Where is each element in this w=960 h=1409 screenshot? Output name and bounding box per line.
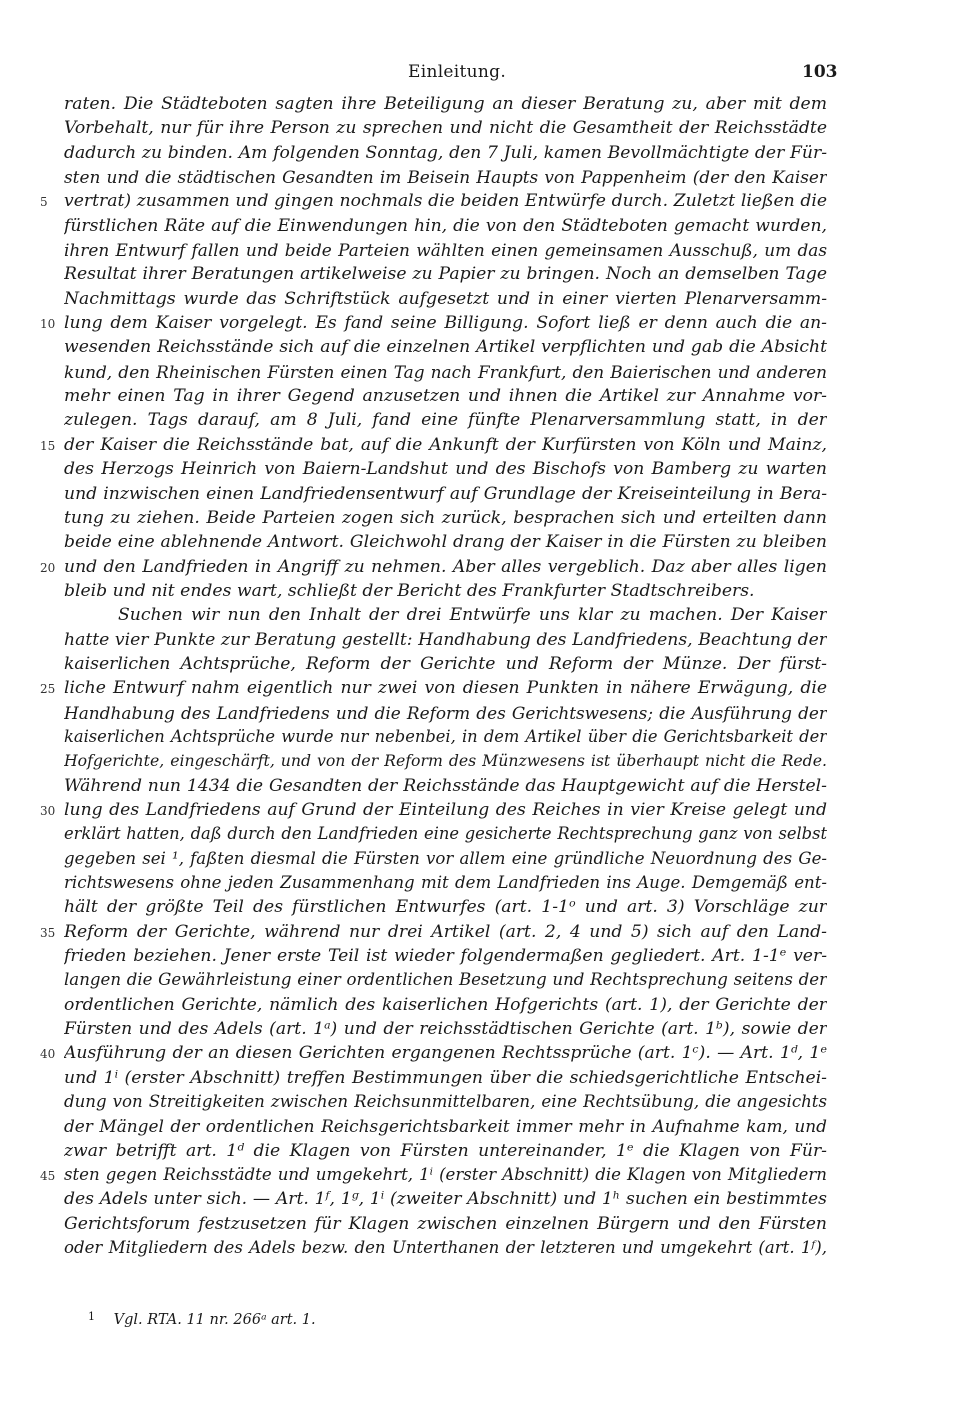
text-line [0,603,960,627]
text-line [0,1041,960,1065]
line-text: bleib und nit endes wart, schließt der Bericht des Frankfurter Stadtschreibers. [64,580,755,601]
line-text: kaiserlichen Achtsprüche, Reform der Gerichte und Reform der Münze. Der fürst- [64,653,827,674]
text-line [0,579,960,603]
line-text: zwar betrifft art. 1ᵈ die Klagen von Fürsten untereinander, 1ᵉ die Klagen von Für- [64,1140,827,1161]
text-line [0,1139,960,1163]
text-line [0,652,960,676]
line-text: sten gegen Reichsstädte und umgekehrt, 1ⁱ (erster Abschnitt) die Klagen von Mitgliedern [64,1165,827,1185]
line-text: langen die Gewährleistung einer ordentlichen Besetzung und Rechtsprechung seitens der [64,970,827,990]
text-line [0,1017,960,1041]
text-line [0,1236,960,1260]
line-text: des Herzogs Heinrich von Baiern-Landshut und des Bischofs von Bamberg zu warten [64,459,827,480]
line-text: gegeben sei ¹, faßten diesmal die Fürsten vor allem eine gründliche Neuordnung des Ge- [64,848,827,868]
text-line [0,774,960,798]
text-line [0,1090,960,1114]
line-text: wesenden Reichsstände sich auf die einzelnen Artikel verpflichten und gab die Absicht [64,337,827,358]
line-number: 40 [40,1047,56,1062]
page-header [0,62,960,88]
line-text: lung des Landfriedens auf Grund der Einteilung des Reiches in vier Kreise gelegt und [64,799,827,820]
text-line [0,1066,960,1090]
text-line [0,725,960,749]
text-line [0,360,960,384]
text-line [0,335,960,359]
text-line [0,262,960,286]
line-text: Vorbehalt, nur für ihre Person zu sprechen und nicht die Gesamtheit der Reichsstädte [64,118,827,139]
line-text: liche Entwurf nahm eigentlich nur zwei von diesen Punkten in nähere Erwägung, die [64,678,827,699]
text-line [0,895,960,919]
line-text: lung dem Kaiser vorgelegt. Es fand seine Billigung. Sofort ließ er denn auch die an- [64,313,827,334]
text-line [0,847,960,871]
line-text: Nachmittags wurde das Schriftstück aufgesetzt und in einer vierten Plenarversamm- [64,288,827,309]
line-text: oder Mitgliedern des Adels bezw. den Unterthanen der letzteren und umgekehrt (art. 1ᶠ), [64,1238,827,1258]
line-text: Reform der Gerichte, während nur drei Artikel (art. 2, 4 und 5) sich auf den Land- [64,921,827,942]
text-line [0,676,960,700]
line-text: erklärt hatten, daß durch den Landfrieden eine gesicherte Rechtsprechung ganz von selbst [64,824,827,844]
text-line [0,530,960,554]
line-text: mehr einen Tag in ihrer Gegend anzusetzen und ihnen die Artikel zur Annahme vor- [64,386,827,407]
text-line [0,433,960,457]
text-line [0,116,960,140]
line-text: der Kaiser die Reichsstände bat, auf die Ankunft der Kurfürsten von Köln und Mainz, [64,434,827,455]
line-text: kaiserlichen Achtsprüche wurde nur nebenbei, in dem Artikel über die Gerichtsbarkeit der [64,726,827,746]
line-text: des Adels unter sich. — Art. 1ᶠ, 1ᵍ, 1ⁱ (zweiter Abschnitt) und 1ʰ suchen ein bestimmtes [64,1189,827,1210]
line-text: Resultat ihrer Beratungen artikelweise zu Papier zu bringen. Noch an demselben Tage [64,264,827,285]
line-number: 10 [40,317,56,332]
line-text: Ausführung der an diesen Gerichten ergangenen Rechtssprüche (art. 1ᶜ). — Art. 1ᵈ, 1ᵉ [64,1043,827,1064]
line-number: 25 [40,682,56,697]
line-text: fürstlichen Räte auf die Einwendungen hin, die von den Städteboten gemacht wurden, [64,215,827,236]
line-text: kund, den Rheinischen Fürsten einen Tag nach Frankfurt, den Baierischen und anderen [64,361,827,382]
text-line [0,798,960,822]
text-line [0,944,960,968]
line-text: zulegen. Tags darauf, am 8 Juli, fand eine fünfte Plenarversammlung statt, in der [64,410,827,431]
line-text: tung zu ziehen. Beide Parteien zogen sich zurück, besprachen sich und erteilten dann [64,507,827,528]
text-line [0,1114,960,1138]
line-text: und inzwischen einen Landfriedensentwurf auf Grundlage der Kreiseinteilung in Bera- [64,483,827,504]
text-line [0,214,960,238]
text-line [0,701,960,725]
line-text: dung von Streitigkeiten zwischen Reichsunmittelbaren, eine Rechtsübung, die angesichts [64,1092,827,1112]
line-number: 15 [40,438,56,453]
text-line [0,311,960,335]
line-text: Gerichtsforum festzusetzen für Klagen zwischen einzelnen Bürgern und den Fürsten [64,1213,827,1234]
line-text: Hofgerichte, eingeschärft, und von der Reform des Münzwesens ist überhaupt nicht die Rede. [64,751,827,771]
line-text: ordentlichen Gerichte, nämlich des kaiserlichen Hofgerichts (art. 1), der Gerichte der [64,994,827,1015]
line-text: ihren Entwurf fallen und beide Parteien wählten einen gemeinsamen Ausschuß, um das [64,240,827,261]
line-number: 20 [40,560,56,575]
text-line [0,408,960,432]
text-line [0,92,960,116]
line-text: der Mängel der ordentlichen Reichsgerichtsbarkeit immer mehr in Aufnahme kam, und [64,1116,827,1137]
text-line [0,1212,960,1236]
line-text: Handhabung des Landfriedens und die Reform des Gerichtswesens; die Ausführung der [64,702,827,723]
line-text: beide eine ablehnende Antwort. Gleichwohl drang der Kaiser in die Fürsten zu bleiben [64,532,827,553]
text-line [0,555,960,579]
line-number: 45 [40,1169,56,1184]
line-text: und 1ⁱ (erster Abschnitt) treffen Bestimmungen über die schiedsgerichtliche Entschei- [64,1067,827,1088]
body-text [0,92,960,1261]
text-line [0,189,960,213]
text-line [0,165,960,189]
footnote-text: Vgl. RTA. 11 nr. 266ᵃ art. 1. [113,1312,316,1328]
line-text: hatte vier Punkte zur Beratung gestellt: Handhabung des Landfriedens, Beachtung der [64,629,827,650]
text-line [0,968,960,992]
text-line [0,141,960,165]
text-line [0,287,960,311]
line-text: raten. Die Städteboten sagten ihre Beteiligung an dieser Beratung zu, aber mit dem [64,94,827,114]
line-text: vertrat) zusammen und gingen nochmals die beiden Entwürfe durch. Zuletzt ließen die [64,191,827,212]
line-text: hält der größte Teil des fürstlichen Entwurfes (art. 1-1ᵒ und art. 3) Vorschläge zur [64,897,827,918]
text-line [0,506,960,530]
line-text: frieden beziehen. Jener erste Teil ist wieder folgendermaßen gegliedert. Art. 1-1ᵉ ver- [64,946,827,967]
text-line [0,822,960,846]
line-text: dadurch zu binden. Am folgenden Sonntag, den 7 Juli, kamen Bevollmächtigte der Für- [64,142,827,163]
text-line [0,384,960,408]
text-line [0,920,960,944]
text-line [0,993,960,1017]
text-line [0,1163,960,1187]
line-text: Fürsten und des Adels (art. 1ᵃ) und der reichsstädtischen Gerichte (art. 1ᵇ), sowie der [64,1019,827,1040]
line-text: richtswesens ohne jeden Zusammenhang mit dem Landfrieden ins Auge. Demgemäß ent- [64,873,827,892]
text-line [0,749,960,773]
page-number: 103 [802,62,838,82]
text-line [0,871,960,895]
footnote [88,1310,316,1328]
line-number: 35 [40,925,56,940]
line-number: 5 [40,195,48,210]
text-line [0,482,960,506]
footnote-mark: 1 [88,1310,95,1323]
text-line [0,457,960,481]
text-line [0,238,960,262]
line-text: Während nun 1434 die Gesandten der Reichsstände das Hauptgewicht auf die Herstel- [64,775,827,796]
running-head: Einleitung. [408,62,507,82]
text-line [0,1187,960,1211]
line-text: sten und die städtischen Gesandten im Beisein Haupts von Pappenheim (der den Kaiser [64,167,827,188]
line-text: und den Landfrieden in Angriff zu nehmen. Aber alles vergeblich. Daz aber alles ligen [64,556,827,577]
text-line [0,628,960,652]
line-text: Suchen wir nun den Inhalt der drei Entwürfe uns klar zu machen. Der Kaiser [118,605,827,626]
line-number: 30 [40,803,56,818]
